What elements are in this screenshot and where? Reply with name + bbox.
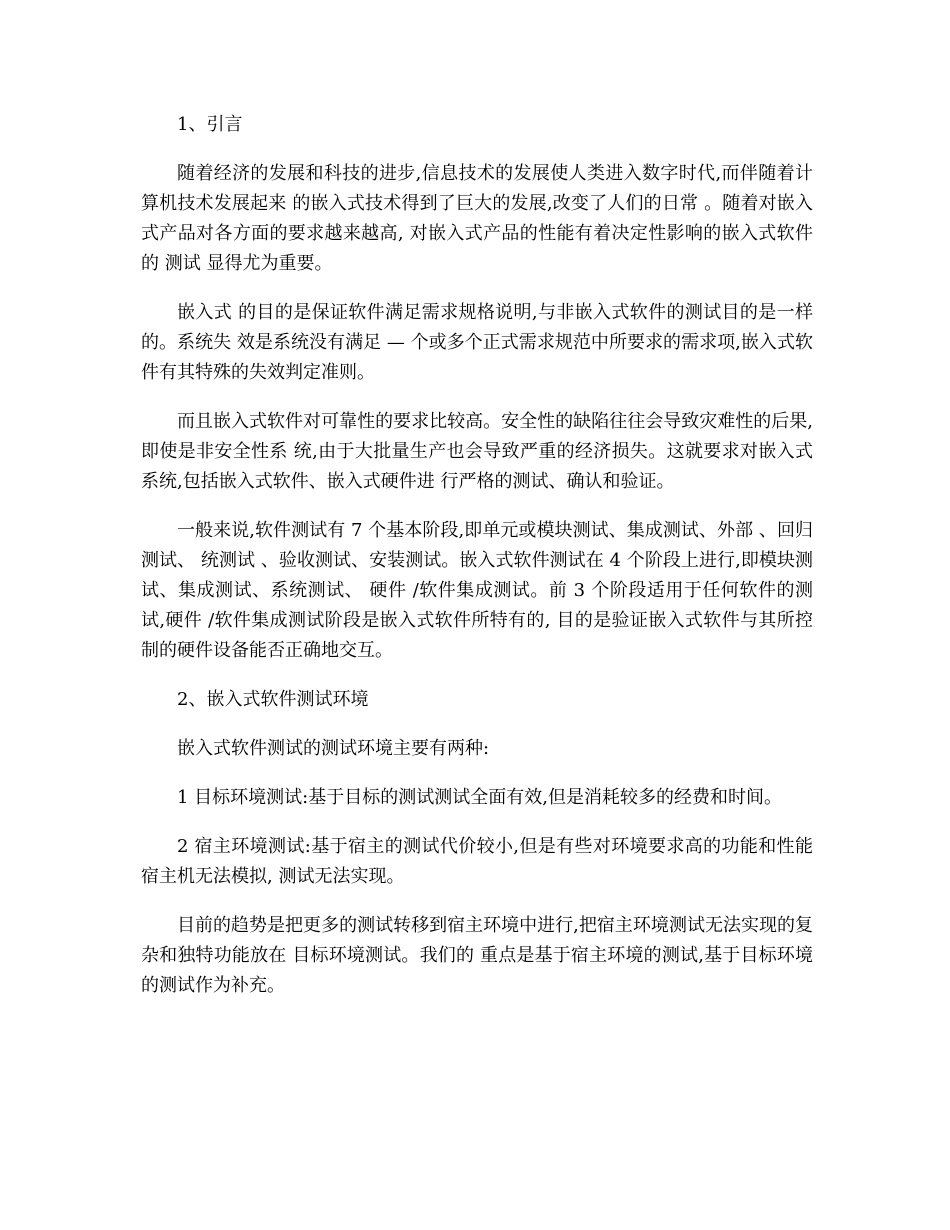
paragraph-reliability: 而且嵌入式软件对可靠性的要求比较高。安全性的缺陷往往会导致灾难性的后果,即使是非安全性系 统,由于大批量生产也会导致严重的经济损失。这就要求对嵌入式系统,包括嵌入式软件、嵌入式硬件进 行严格的测试、确认和验证。 [141, 411, 813, 492]
section-heading-test-environment: 2、嵌入式软件测试环境 [177, 689, 369, 710]
list-item-host-environment: 2 宿主环境测试:基于宿主的测试代价较小,但是有些对环境要求高的功能和性能宿主机无法模拟, 测试无法实现。 [141, 836, 813, 887]
document-page [141, 110, 813, 1020]
paragraph-environment-types: 嵌入式软件测试的测试环境主要有两种: [177, 738, 490, 759]
paragraph-trend: 目前的趋势是把更多的测试转移到宿主环境中进行,把宿主环境测试无法实现的复杂和独特功能放在 目标环境测试。我们的 重点是基于宿主环境的测试,基于目标环境的测试作为补充。 [141, 915, 813, 996]
paragraph-test-purpose: 嵌入式 的目的是保证软件满足需求规格说明,与非嵌入式软件的测试目的是一样的。系统失 效是系统没有满足 — 个或多个正式需求规范中所要求的需求项,嵌入式软件有其特殊的失效判定准则。 [141, 302, 813, 383]
list-item-target-environment: 1 目标环境测试:基于目标的测试测试全面有效,但是消耗较多的经费和时间。 [177, 787, 782, 808]
section-heading-introduction: 1、引言 [177, 114, 243, 135]
paragraph-background: 随着经济的发展和科技的进步,信息技术的发展使人类进入数字时代,而伴随着计算机技术发展起来 的嵌入式技术得到了巨大的发展,改变了人们的日常 。随着对嵌入式产品对各方面的要求越来越高, 对嵌入式产品的性能有着决定性影响的嵌入式软件的 测试 显得尤为重要。 [141, 163, 813, 274]
paragraph-test-stages: 一般来说,软件测试有 7 个基本阶段,即单元或模块测试、集成测试、外部 、回归测试、 统测试 、验收测试、安装测试。嵌入式软件测试在 4 个阶段上进行,即模块测试、集成测试、系统测试、 硬件 /软件集成测试。前 3 个阶段适用于任何软件的测试,硬件 /软件集成测试阶段是嵌入式软件所特有的, 目的是验证嵌入式软件与其所控制的硬件设备能否正确地交互。 [141, 520, 813, 661]
